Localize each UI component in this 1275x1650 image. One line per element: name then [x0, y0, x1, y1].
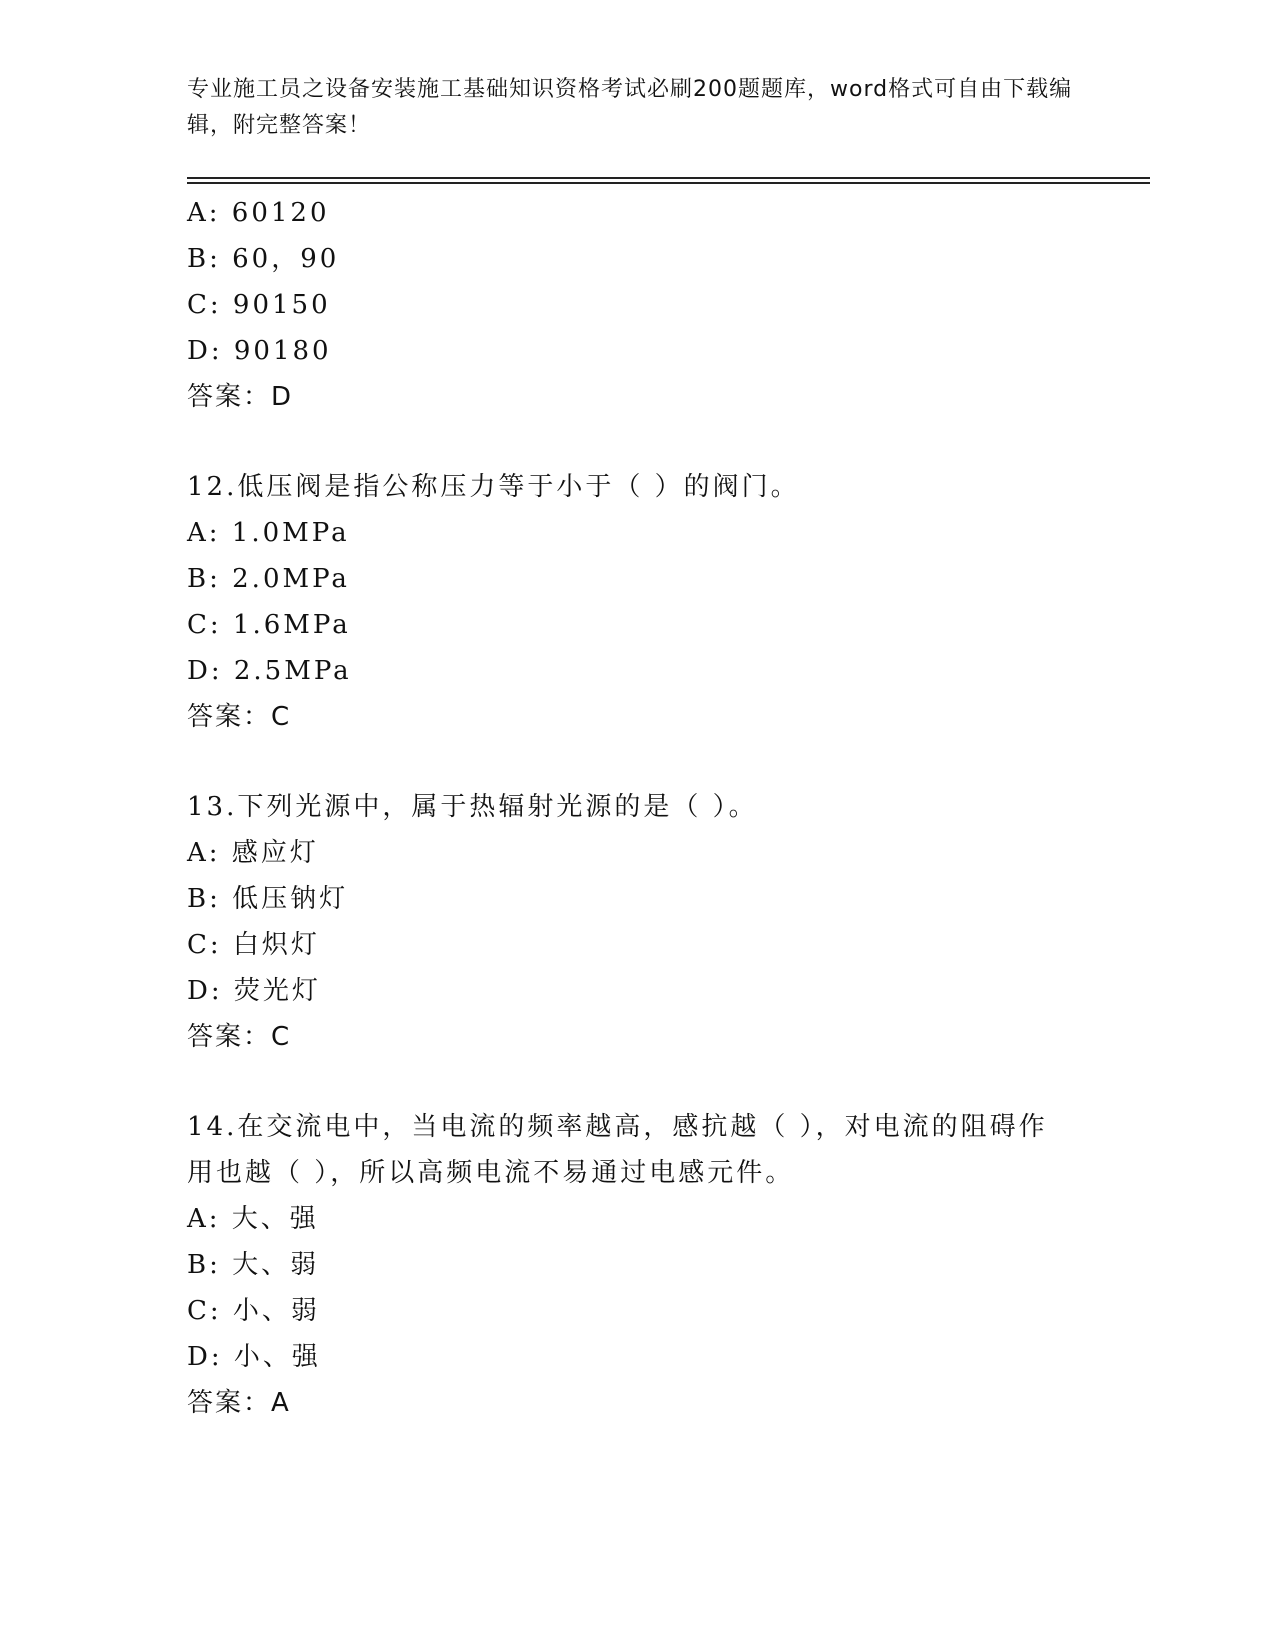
question-list: [187, 190, 1087, 1426]
option-b: B: 大、弱: [187, 1250, 320, 1280]
option-d: D: 2.5MPa: [187, 656, 352, 686]
option-c: C: 90150: [187, 290, 331, 320]
option-d: D: 荧光灯: [187, 976, 321, 1006]
option-d: D: 90180: [187, 336, 332, 366]
option-c: C: 白炽灯: [187, 930, 320, 960]
question-block-13: [187, 784, 1087, 1060]
question-block-14: [187, 1104, 1087, 1426]
document-header: 专业施工员之设备安装施工基础知识资格考试必刷200题题库，word格式可自由下载编辑，附完整答案！: [187, 77, 1073, 138]
option-b: B: 低压钠灯: [187, 884, 349, 914]
header-divider-top: [187, 177, 1150, 179]
spacer: [187, 1060, 1087, 1104]
question-text-line-1: 14.在交流电中，当电流的频率越高，感抗越（ ），对电流的阻碍作: [187, 1112, 1048, 1142]
option-a: A: 60120: [187, 198, 330, 228]
option-c: C: 小、弱: [187, 1296, 320, 1326]
answer: 答案：A: [187, 1388, 291, 1418]
option-d: D: 小、强: [187, 1342, 321, 1372]
option-b: B: 60，90: [187, 244, 340, 274]
option-c: C: 1.6MPa: [187, 610, 351, 640]
question-block-11: [187, 190, 1087, 420]
option-a: A: 大、强: [187, 1204, 319, 1234]
answer: 答案：D: [187, 382, 294, 412]
option-a: A: 感应灯: [187, 838, 319, 868]
question-text: 13.下列光源中，属于热辐射光源的是（ ）。: [187, 792, 758, 822]
option-b: B: 2.0MPa: [187, 564, 350, 594]
header-divider-bottom: [187, 182, 1150, 184]
spacer: [187, 420, 1087, 464]
answer: 答案：C: [187, 702, 292, 732]
question-text: 12.低压阀是指公称压力等于小于（ ）的阀门。: [187, 472, 800, 502]
question-block-12: [187, 464, 1087, 740]
option-a: A: 1.0MPa: [187, 518, 350, 548]
question-text-line-2: 用也越（ ），所以高频电流不易通过电感元件。: [187, 1158, 795, 1188]
spacer: [187, 740, 1087, 784]
answer: 答案：C: [187, 1022, 292, 1052]
